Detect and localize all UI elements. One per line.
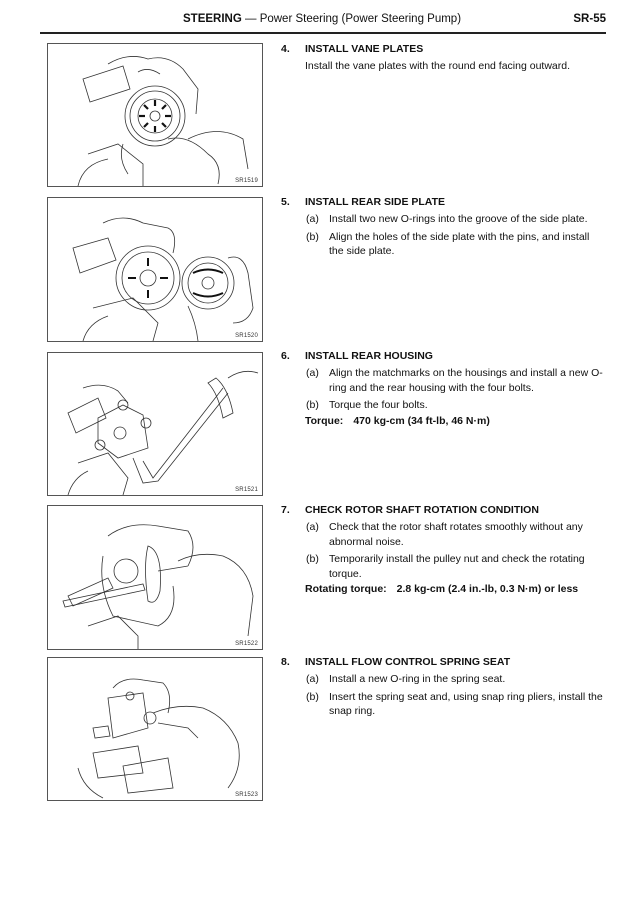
substep-text: Align the holes of the side plate with the pins, and install the side plate. [329, 230, 590, 257]
page-header [40, 10, 606, 30]
step-install-vane-plates [281, 42, 611, 82]
step-install-rear-side-plate [281, 195, 611, 275]
section-name: STEERING [183, 13, 242, 25]
substep-text: Insert the spring seat and, using snap ring pliers, install the snap ring. [329, 690, 603, 717]
rear-housing-illustration [48, 353, 262, 495]
step-check-rotor-shaft [281, 503, 611, 598]
substep-text: Temporarily install the pulley nut and check the rotating torque. [329, 553, 585, 580]
figure-vane-plates [47, 43, 263, 187]
figure-spring-seat [47, 657, 263, 801]
header-rule [40, 32, 606, 34]
figure-label: SR1523 [235, 792, 258, 798]
step-title: INSTALL FLOW CONTROL SPRING SEAT [305, 656, 511, 668]
figure-rear-side-plate [47, 197, 263, 342]
spec-label: Rotating torque: [305, 583, 387, 595]
substep-mark: (a) [306, 213, 319, 225]
step-title: CHECK ROTOR SHAFT ROTATION CONDITION [305, 504, 539, 516]
substep-mark: (a) [306, 367, 319, 379]
substep-mark: (b) [306, 230, 319, 243]
step-install-rear-housing [281, 349, 611, 434]
rotor-shaft-check-illustration [48, 506, 262, 649]
substep-text: Install a new O-ring in the spring seat. [329, 673, 506, 685]
header-dash: — [241, 13, 260, 25]
section-subtitle: Power Steering (Power Steering Pump) [259, 13, 462, 25]
figure-label: SR1522 [235, 641, 258, 647]
substep-b [305, 552, 605, 581]
substep-b [305, 690, 605, 719]
figure-rear-housing [47, 352, 263, 496]
figure-label: SR1520 [235, 333, 258, 339]
step-title: INSTALL REAR HOUSING [305, 350, 433, 362]
spec-value: 2.8 kg-cm (2.4 in.-lb, 0.3 N·m) or less [396, 583, 579, 595]
substep-a [305, 520, 605, 549]
step-body [305, 672, 605, 722]
step-number: 7. [281, 504, 290, 516]
step-number: 4. [281, 43, 290, 55]
substep-text: Torque the four bolts. [329, 399, 428, 411]
step-body [305, 520, 605, 584]
step-body [305, 59, 605, 74]
figure-label: SR1519 [235, 178, 258, 184]
substep-mark: (a) [306, 521, 319, 533]
header-title [183, 13, 461, 25]
substep-mark: (a) [306, 673, 319, 685]
step-title: INSTALL REAR SIDE PLATE [305, 196, 446, 208]
torque-spec [305, 414, 490, 429]
substep-text: Align the matchmarks on the housings and install a new O-ring and the rear housing with the four bolts. [329, 367, 603, 394]
substep-b [305, 398, 605, 413]
substep-a [305, 212, 605, 227]
step-number: 8. [281, 656, 290, 668]
substep-text: Check that the rotor shaft rotates smoothly without any abnormal noise. [329, 521, 583, 548]
vane-plates-illustration [48, 44, 262, 186]
step-body [305, 212, 605, 262]
figure-rotor-shaft-check [47, 505, 263, 650]
substep-b [305, 230, 605, 259]
substep-mark: (b) [306, 399, 319, 411]
rotating-torque-spec [305, 582, 578, 597]
substep-a [305, 366, 605, 395]
spec-label: Torque: [305, 415, 344, 427]
substep-text: Install two new O-rings into the groove of the side plate. [329, 213, 588, 225]
step-title: INSTALL VANE PLATES [305, 43, 424, 55]
figure-label: SR1521 [235, 487, 258, 493]
spec-value: 470 kg-cm (34 ft-lb, 46 N·m) [353, 415, 490, 427]
page-number: SR-55 [573, 13, 606, 25]
step-install-spring-seat [281, 655, 611, 725]
substep-mark: (b) [306, 690, 319, 703]
step-number: 6. [281, 350, 290, 362]
spring-seat-illustration [48, 658, 262, 800]
step-number: 5. [281, 196, 290, 208]
substep-mark: (b) [306, 553, 319, 565]
substep-a [305, 672, 605, 687]
step-text: Install the vane plates with the round end facing outward. [305, 60, 571, 72]
rear-side-plate-illustration [48, 198, 262, 341]
step-body [305, 366, 605, 416]
